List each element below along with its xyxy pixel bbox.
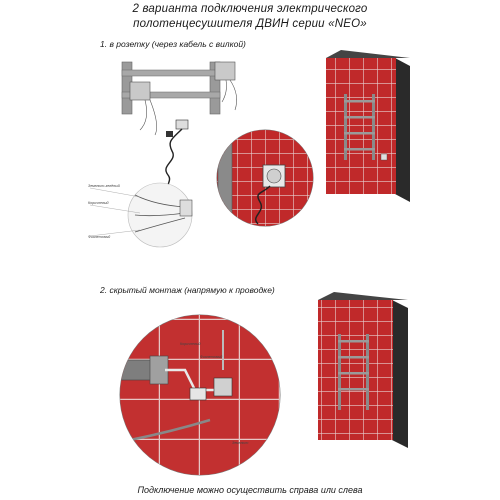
- wire-label-violet: Фиолетовый: [88, 235, 111, 239]
- hidden-label-ground: Земельно: [232, 441, 249, 445]
- wire-label-green: Земельно-зелёный: [88, 184, 120, 188]
- socket-closeup: [215, 128, 315, 240]
- step-2-label: 2. скрытый монтаж (напрямую к проводке): [100, 285, 275, 295]
- hidden-label-brown: Коричневый: [180, 342, 201, 346]
- footer-note: Подключение можно осуществить справа или слева: [137, 485, 363, 495]
- title-line-2: полотенцесушителя ДВИН серии «NEO»: [133, 18, 367, 30]
- wire-label-brown: Коричневый: [88, 201, 109, 205]
- tiled-wall-1: [326, 50, 410, 202]
- tiled-wall-2: [318, 292, 408, 448]
- hidden-label-violet: Фиолетовый: [200, 355, 223, 359]
- wire-detail-circle: [88, 183, 192, 247]
- title-line-1: 2 варианта подключения электрического: [132, 3, 368, 15]
- hidden-wiring-closeup: [120, 315, 280, 475]
- step-1-label: 1. в розетку (через кабель с вилкой): [100, 39, 246, 49]
